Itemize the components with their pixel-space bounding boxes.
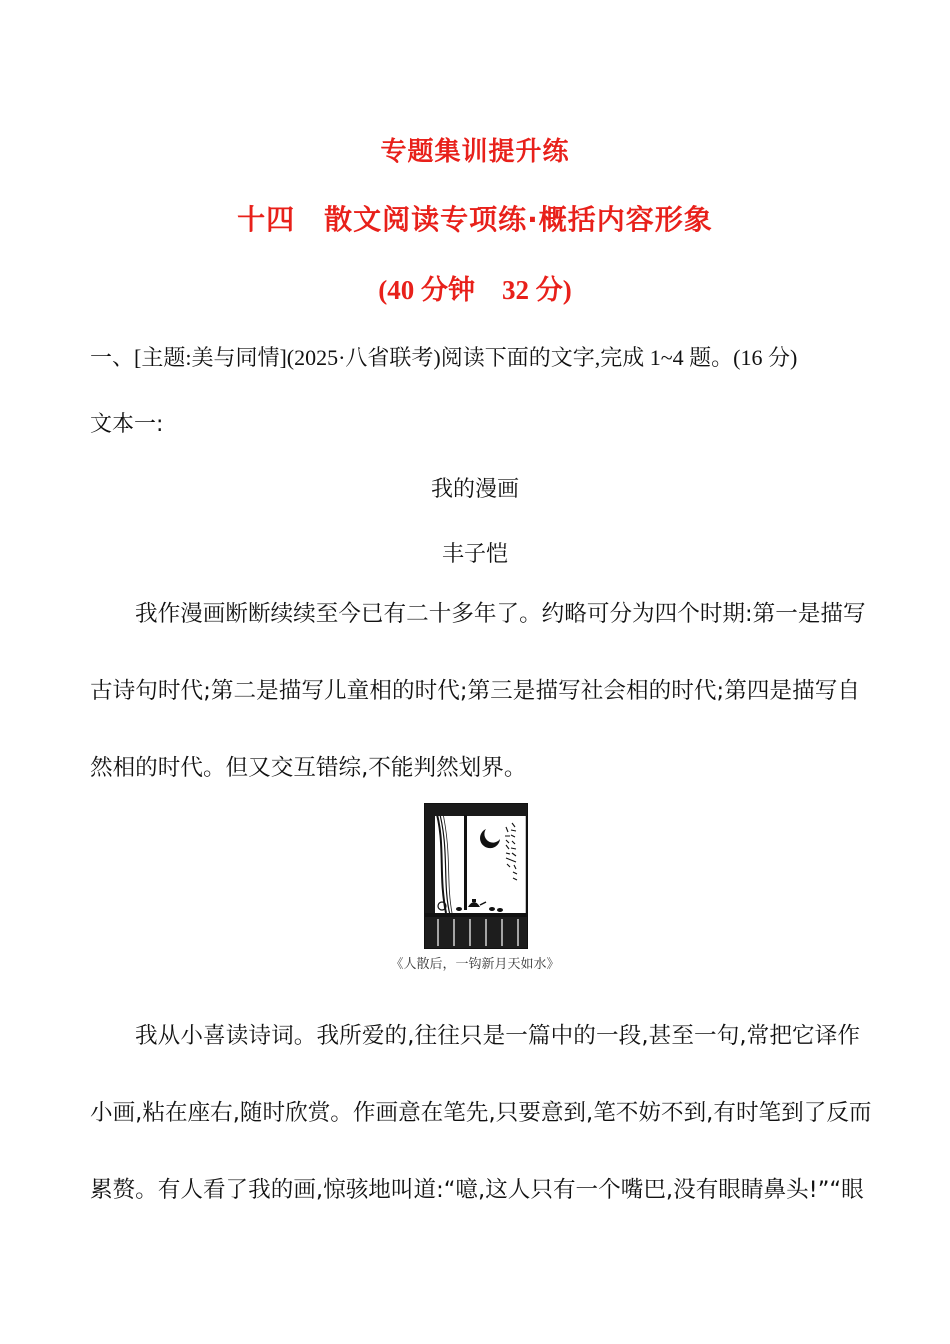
time-score-label: (40 分钟 32 分) bbox=[378, 275, 572, 305]
article-title: 我的漫画 bbox=[430, 477, 519, 502]
paragraph-line: 我作漫画断断续续至今已有二十多年了。约略可分为四个时期:第一是描写 bbox=[135, 601, 866, 627]
paragraph-2 bbox=[90, 998, 872, 1229]
article-author: 丰子恺 bbox=[441, 542, 508, 567]
paragraph-line: 小画,粘在座右,随时欣赏。作画意在笔先,只要意到,笔不妨不到,有时笔到了反而 bbox=[90, 1100, 872, 1126]
question-intro: 一、[主题:美与同情](2025·八省联考)阅读下面的文字,完成 1~4 题。(16 分) bbox=[90, 345, 798, 370]
paragraph-1 bbox=[90, 576, 866, 807]
section-title: 专题集训提升练 bbox=[380, 137, 570, 167]
comic-illustration bbox=[424, 803, 528, 949]
paragraph-line: 累赘。有人看了我的画,惊骇地叫道:“噫,这人只有一个嘴巴,没有眼睛鼻头!”“眼 bbox=[90, 1177, 864, 1203]
exercise-title: 十四 散文阅读专项练·概括内容形象 bbox=[237, 203, 713, 236]
text-label: 文本一: bbox=[90, 412, 164, 437]
paragraph-line: 然相的时代。但又交互错综,不能判然划界。 bbox=[90, 755, 527, 781]
paragraph-line: 古诗句时代;第二是描写儿童相的时代;第三是描写社会相的时代;第四是描写自 bbox=[90, 678, 860, 704]
paragraph-line: 我从小喜读诗词。我所爱的,往往只是一篇中的一段,甚至一句,常把它译作 bbox=[135, 1023, 860, 1049]
figure-caption: 《人散后，一钩新月天如水》 bbox=[390, 957, 560, 972]
